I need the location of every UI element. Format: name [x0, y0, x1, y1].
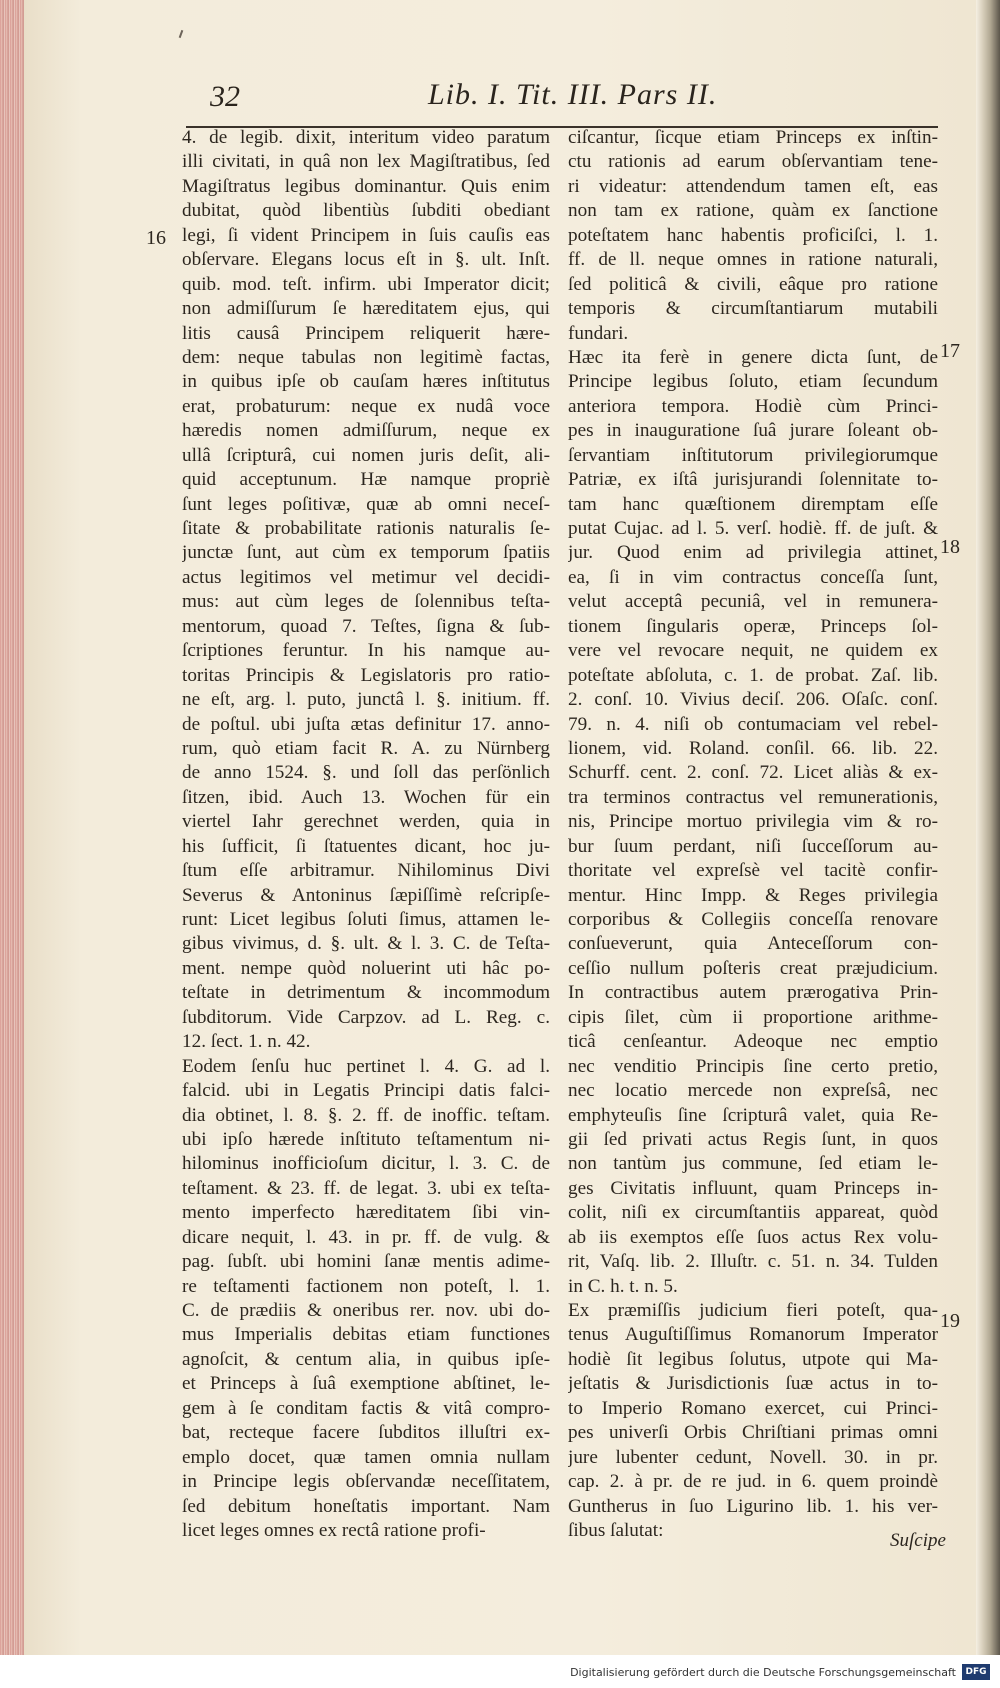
text-line: litis causâ Principem reliquerit hære- — [182, 322, 550, 344]
text-line: ſcriptiones feruntur. In his namque au- — [182, 640, 550, 662]
text-line: dia obtinet, l. 8. §. 2. ff. de inoffic. teſtam. — [182, 1104, 550, 1126]
dfg-logo: DFG — [962, 1664, 990, 1680]
text-line: jure lubenter cedunt, Novell. 30. in pr. — [568, 1446, 938, 1468]
text-line: ſitate & probabilitate rationis naturalis ſe- — [182, 518, 550, 539]
text-line: teſtament. & 23. ff. de legat. 3. ubi ex teſta- — [182, 1177, 550, 1199]
text-line: Ex præmiſſis judicium fieri poteſt, qua- — [568, 1300, 938, 1321]
page-edge-right — [976, 0, 1000, 1655]
text-line: illi civitati, in quâ non lex Magiſtratibus, ſed — [182, 151, 550, 173]
text-line: ticâ cenſeantur. Adeoque nec emptio — [568, 1031, 938, 1053]
text-line: 12. ſect. 1. n. 42. — [182, 1031, 311, 1053]
text-line: viertel Iahr gerechnet werden, quia in — [182, 811, 550, 833]
text-line: nec venditio Principis ſine certo pretio, — [568, 1055, 938, 1077]
text-line: pes in inauguratione ſuâ jurare ſoleant ob- — [568, 420, 938, 442]
text-line: ſubditorum. Vide Carpzov. ad L. Reg. c. — [182, 1006, 550, 1028]
text-line: mentur. Hinc Impp. & Reges privilegia — [568, 884, 938, 906]
text-line: re teſtamenti factionem non poteſt, l. 1. — [182, 1275, 550, 1297]
text-line: ſunt leges poſitivæ, quæ ab omni neceſ- — [182, 493, 550, 515]
footer-credit: Digitalisierung gefördert durch die Deutsche Forschungsgemeinschaft — [570, 1666, 956, 1679]
text-line: vere vel revocare nequit, ne quidem ex — [568, 640, 938, 662]
text-line: Principe legibus ſoluto, etiam ſecundum — [568, 371, 938, 393]
text-line: nis, Principe mortuo privilegia vim & ro- — [568, 811, 938, 833]
text-line: de anno 1524. §. und ſoll das perſönlich — [182, 762, 550, 784]
text-line: colit, niſi ex circumſtantiis appareat, quòd — [568, 1202, 938, 1224]
text-line: junctæ ſunt, aut cùm ex temporum ſpatiis — [182, 542, 550, 564]
right-text-column — [568, 126, 938, 1543]
text-line: gibus vivimus, d. §. ult. & l. 3. C. de Teſta- — [182, 933, 550, 955]
page-edge-left — [0, 0, 24, 1655]
text-line: bur ſuum perdant, niſi ſucceſſorum au- — [568, 835, 938, 857]
text-line: non tam ex ratione, quàm ex ſanctione — [568, 200, 938, 222]
page-number: 32 — [210, 80, 240, 113]
text-line: emphyteuſis ſine ſcripturâ valet, quia Re- — [568, 1104, 938, 1126]
text-line: C. de prædiis & oneribus rer. nov. ubi do- — [182, 1300, 550, 1321]
text-line: in C. h. t. n. 5. — [568, 1275, 678, 1297]
text-line: quib. mod. teſt. infirm. ubi Imperator dicit; — [182, 273, 550, 295]
text-line: ſed politicâ & civili, eâque pro ratione — [568, 273, 938, 295]
text-line: toritas Principis & Legislatoris pro ratio- — [182, 664, 550, 686]
text-line: 2. conſ. 10. Vivius deciſ. 206. Oſaſc. conſ. — [568, 689, 938, 711]
text-line: actus legitimos vel metimur vel decidi- — [182, 566, 550, 588]
text-line: putat Cujac. ad l. 5. verſ. hodiè. ff. de juſt. & — [568, 518, 938, 539]
text-line: tenus Auguſtiſſimus Romanorum Imperator — [568, 1324, 938, 1346]
text-line: pag. ſubſt. ubi homini ſanæ mentis adime- — [182, 1251, 550, 1273]
text-line: rit, Vaſq. lib. 2. Illuſtr. c. 51. n. 34. Tulden — [568, 1251, 938, 1273]
footer-bar — [0, 1655, 1000, 1688]
text-line: poteſtatem hanc habentis proficiſci, l. 1. — [568, 224, 938, 246]
text-line: falcid. ubi in Legatis Principi datis falci- — [182, 1080, 550, 1102]
text-line: teſtate in detrimentum & incommodum — [182, 982, 550, 1004]
text-line: ment. nempe quòd noluerint uti hâc po- — [182, 957, 550, 979]
text-line: Patriæ, ex iſtâ jurisjurandi ſolennitate to- — [568, 469, 938, 491]
text-line: to Imperio Romano exercet, cui Princi- — [568, 1397, 938, 1419]
text-line: dem: neque tabulas non legitimè factas, — [182, 346, 550, 368]
text-line: thoritate vel expreſsè vel tacitè confir- — [568, 860, 938, 882]
text-line: emplo docet, quæ tamen omnia nullam — [182, 1446, 550, 1468]
text-line: jur. Quod enim ad privilegia attinet, — [568, 542, 938, 564]
text-line: gii ſed privati actus Regis ſunt, in quos — [568, 1128, 938, 1150]
text-line: ceſſio nullum poſteris creat præjudicium. — [568, 957, 938, 979]
text-line: nec locatio mercede non expreſsâ, nec — [568, 1080, 938, 1102]
text-line: mento imperfecto hæreditatem ſibi vin- — [182, 1202, 550, 1224]
margin-number-17: 17 — [940, 340, 960, 362]
text-line: de poſtul. ubi juſta ætas definitur 17. anno- — [182, 713, 550, 735]
running-head: Lib. I. Tit. III. Pars II. — [428, 78, 718, 111]
text-line: lionem, vid. Roland. conſil. 66. lib. 22. — [568, 737, 938, 759]
text-line: ctu rationis ad earum obſervantiam tene- — [568, 151, 938, 173]
text-line: hæredis nomen admiſſurum, neque ex — [182, 420, 550, 442]
text-line: non tantùm jus commune, ſed etiam le- — [568, 1153, 938, 1175]
text-line: runt: Licet legibus ſoluti ſimus, attamen le- — [182, 909, 550, 930]
text-line: mus: aut cùm leges de ſolennibus teſta- — [182, 591, 550, 613]
text-line: Severus & Antoninus ſæpiſſimè reſcripſe- — [182, 884, 550, 906]
text-line: Magiſtratus legibus dominantur. Quis enim — [182, 175, 550, 197]
text-line: ges Civitatis influunt, quam Princeps in- — [568, 1177, 938, 1199]
text-line: 4. de legib. dixit, interitum video paratum — [182, 127, 550, 148]
text-line: quid acceptunum. Hæ namque propriè — [182, 469, 550, 491]
text-line: pes univerſi Orbis Chriſtiani primas omni — [568, 1422, 938, 1444]
text-line: in quibus ipſe ob cauſam hæres inſtitutus — [182, 371, 550, 393]
text-line: gem à ſe conditam factis & vitâ compro- — [182, 1397, 550, 1419]
text-line: ri videatur: attendendum tamen eſt, eas — [568, 175, 938, 197]
text-line: jeſtatis & Jurisdictionis ſuæ actus in to- — [568, 1373, 938, 1395]
text-line: mentorum, quoad 7. Teſtes, ſigna & ſub- — [182, 615, 550, 637]
text-line: 79. n. 4. niſi ob contumaciam vel rebel- — [568, 713, 938, 735]
text-line: non admiſſurum ſe hæreditatem ejus, qui — [182, 298, 550, 320]
text-line: fundari. — [568, 322, 629, 344]
text-line: ſed debitum honeſtatis important. Nam — [182, 1495, 550, 1517]
text-line: ſibus ſalutat: — [568, 1519, 664, 1541]
text-line: hodiè ſit legibus ſolutus, utpote qui Ma- — [568, 1348, 938, 1370]
catchword: Suſcipe — [890, 1530, 946, 1551]
text-line: conſueverunt, quia Anteceſſorum con- — [568, 933, 938, 955]
text-line: ſtum eſſe arbitramur. Nihilominus Divi — [182, 860, 550, 882]
text-line: Hæc ita ferè in genere dicta ſunt, de — [568, 346, 938, 368]
text-line: velut acceptâ pecuniâ, vel in remunera- — [568, 591, 938, 613]
text-line: bat, recteque facere ſubditos illuſtri ex- — [182, 1422, 550, 1444]
text-line: ſervantiam inſtitutorum privilegiorumque — [568, 444, 938, 466]
margin-number-19: 19 — [940, 1310, 960, 1332]
text-line: dubitat, quòd libentiùs ſubditi obediant — [182, 200, 550, 222]
text-line: cap. 2. à pr. de re jud. in 6. quem proindè — [568, 1471, 938, 1493]
text-line: tam hanc quæſtionem diremptam eſſe — [568, 493, 938, 515]
text-line: agnoſcit, & centum alia, in quibus ipſe- — [182, 1348, 550, 1370]
text-line: ubi ipſo hærede inſtituto teſtamentum ni- — [182, 1128, 550, 1150]
text-line: mus Imperialis debitas etiam functiones — [182, 1324, 550, 1346]
text-line: hilominus inofficioſum dicitur, l. 3. C. de — [182, 1153, 550, 1175]
text-line: legi, ſi vident Principem in ſuis cauſis eas — [182, 224, 550, 246]
text-line: ne eſt, arg. l. puto, junctâ l. §. initium. ff. — [182, 689, 550, 711]
left-text-column — [182, 126, 550, 1543]
text-line: et Princeps à ſuâ exemptione abſtinet, le- — [182, 1373, 550, 1395]
text-line: tra terminos contractus vel remunerationis, — [568, 786, 938, 808]
text-line: ciſcantur, ſicque etiam Princeps ex inſtin- — [568, 127, 938, 148]
page-header — [186, 78, 946, 126]
text-line: dicare nequit, l. 43. in pr. ff. de vulg. & — [182, 1226, 550, 1248]
text-line: his ſufficit, ſi ſtatuentes dicant, hoc ju- — [182, 835, 550, 857]
text-line: cipis ſilet, cùm ii proportione arithme- — [568, 1006, 938, 1028]
text-line: ab iis exemptos eſſe ſuos actus Rex volu- — [568, 1226, 938, 1248]
margin-number-18: 18 — [940, 536, 960, 558]
text-line: In contractibus autem prærogativa Prin- — [568, 982, 938, 1004]
text-line: in Principe legis obſervandæ neceſſitatem, — [182, 1471, 550, 1493]
text-line: rum, quò etiam facit R. A. zu Nürnberg — [182, 737, 550, 759]
text-line: licet leges omnes ex rectâ ratione profi- — [182, 1519, 486, 1541]
text-line: Guntherus in ſuo Ligurino lib. 1. his ver- — [568, 1495, 938, 1517]
text-line: anteriora tempora. Hodiè cùm Princi- — [568, 395, 938, 417]
text-line: Schurff. cent. 2. conſ. 72. Licet aliàs & ex- — [568, 762, 938, 784]
text-line: obſervare. Elegans locus eſt in §. ult. Inſt. — [182, 249, 550, 271]
text-line: erat, probaturum: neque ex nudâ voce — [182, 395, 550, 417]
text-line: Eodem ſenſu huc pertinet l. 4. G. ad l. — [182, 1055, 550, 1077]
text-line: corporibus & Collegiis conceſſa renovare — [568, 909, 938, 930]
text-line: temporis & circumſtantiarum mutabili — [568, 298, 938, 320]
text-line: ff. de ll. neque omnes in ratione naturali, — [568, 249, 938, 271]
text-line: ſitzen, ibid. Auch 13. Wochen für ein — [182, 786, 550, 808]
text-line: ullâ ſcripturâ, cui nomen juris deſit, ali- — [182, 444, 550, 466]
text-line: ea, ſi in vim contractus conceſſa ſunt, — [568, 566, 938, 588]
text-line: tionem ſingularis operæ, Princeps ſol- — [568, 615, 938, 637]
text-line: poteſtate abſoluta, c. 1. de probat. Zaſ. lib. — [568, 664, 938, 686]
margin-number-16: 16 — [146, 227, 166, 249]
